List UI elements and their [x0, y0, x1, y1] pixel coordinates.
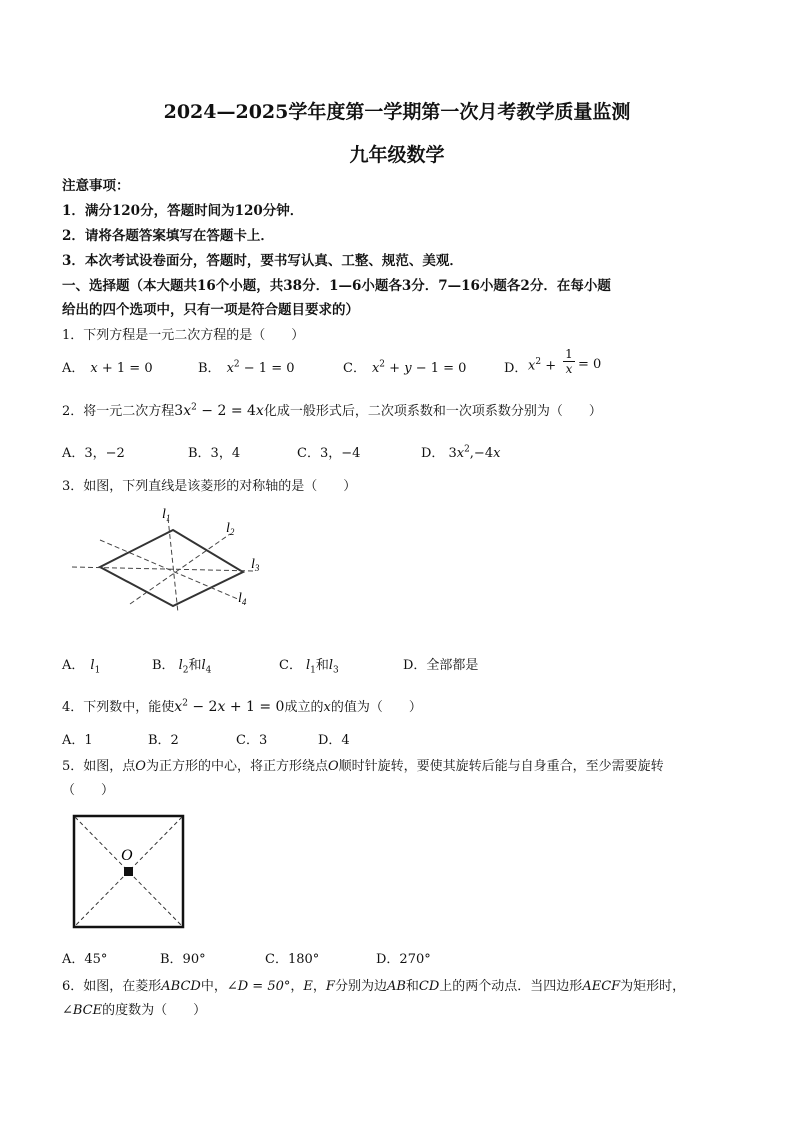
q2-equation: $3x^2 - 2 = 4x$ — [174, 402, 264, 419]
q1-d-formula-left: $x^2$ + — [528, 357, 557, 374]
q2-option-b[interactable]: B．3，4 — [188, 446, 241, 461]
exam-title: 2024—2025学年度第一学期第一次月考教学质量监测 — [163, 101, 631, 123]
q5-option-b[interactable]: B．90° — [160, 952, 206, 967]
exam-subtitle: 九年级数学 — [349, 144, 445, 166]
q3-a-value: $l_1$ — [90, 658, 101, 676]
q4-option-c[interactable]: C．3 — [236, 733, 268, 748]
notes-heading: 注意事项： — [62, 178, 130, 194]
q1-c-formula: $x^2 + y - 1 = 0$ — [371, 359, 467, 376]
q5-stem: 5．如图，点O为正方形的中心，将正方形绕点O顺时针旋转，要使其旋转后能与自身重合，至少需要旋转 — [62, 759, 664, 774]
q3-stem: 3．如图，下列直线是该菱形的对称轴的是（ ） — [62, 479, 357, 494]
q1-a-formula: x + 1 = 0 — [90, 361, 153, 376]
q3-b-label: B． — [152, 658, 175, 673]
q1-stem: 1．下列方程是一元二次方程的是（ ） — [62, 328, 305, 343]
label-o: O — [121, 847, 133, 864]
note-item-1: 1．满分120分，答题时间为120分钟． — [62, 203, 304, 219]
q5-option-d[interactable]: D．270° — [376, 952, 431, 967]
q1-d-label: D． — [504, 361, 528, 376]
q1-d-formula-right: = 0 — [578, 357, 602, 372]
q3-option-b[interactable] — [152, 654, 211, 676]
label-l2: $l_2$ — [226, 521, 235, 537]
q6-stem-line1: 6．如图，在菱形ABCD中，∠D = 50°，E，F分别为边AB和CD上的两个动点．当四边形AECF为矩形时， — [62, 979, 686, 994]
q1-a-label: A． — [62, 361, 85, 376]
q4-stem: 4．下列数中，能使$x^2 - 2x + 1 = 0$成立的x的值为（ ） — [62, 698, 422, 715]
q5-option-a[interactable]: A．45° — [62, 952, 108, 967]
label-l3: $l_3$ — [251, 557, 260, 573]
line-l3 — [72, 567, 255, 571]
q4-option-d[interactable]: D．4 — [318, 733, 350, 748]
q1-option-a[interactable] — [62, 357, 153, 376]
section-heading-line2: 给出的四个选项中，只有一项是符合题目要求的） — [62, 302, 359, 318]
q2-option-a[interactable]: A．3，−2 — [62, 446, 125, 461]
q1-option-d[interactable] — [504, 347, 602, 376]
center-point — [124, 867, 133, 876]
q1-option-b[interactable] — [198, 357, 295, 376]
q2-d-label: D． — [421, 446, 445, 461]
square-figure — [70, 812, 188, 932]
q5-option-c[interactable]: C．180° — [265, 952, 320, 967]
q1-b-label: B． — [198, 361, 221, 376]
q1-option-c[interactable] — [343, 357, 466, 376]
label-l4: $l_4$ — [238, 591, 247, 607]
q3-option-a[interactable] — [62, 654, 100, 676]
q4-option-b[interactable]: B．2 — [148, 733, 179, 748]
q2-option-c[interactable]: C．3，−4 — [297, 446, 361, 461]
q2-stem-pre: 2．将一元二次方程 — [62, 404, 175, 419]
q3-c-value: $l_1$和$l_3$ — [305, 658, 339, 676]
q4-option-a[interactable]: A．1 — [62, 733, 93, 748]
rhombus-figure — [70, 500, 270, 615]
q3-option-d[interactable]: D．全部都是 — [403, 658, 479, 673]
q3-b-value: $l_2$和$l_4$ — [178, 658, 212, 676]
q6-stem-line2: ∠BCE的度数为（ ） — [62, 1003, 207, 1018]
q2-stem-post: 化成一般形式后，二次项系数和一次项系数分别为（ ） — [263, 404, 602, 419]
q2-option-d[interactable] — [421, 442, 500, 461]
label-l1: $l_1$ — [162, 507, 171, 523]
note-item-2: 2．请将各题答案填写在答题卡上． — [62, 228, 274, 244]
q1-c-label: C． — [343, 361, 366, 376]
q5-paren: （ ） — [62, 783, 115, 798]
q4-equation: $x^2 - 2x + 1 = 0$ — [174, 698, 285, 715]
section-heading-line1: 一、选择题（本大题共16个小题，共38分．1—6小题各3分．7—16小题各2分．在每小题 — [62, 278, 611, 294]
q1-d-fraction: 1 x — [563, 347, 575, 376]
note-item-3: 3．本次考试设卷面分，答题时，要书写认真、工整、规范、美观． — [62, 253, 463, 269]
q3-c-label: C． — [279, 658, 302, 673]
q3-a-label: A． — [62, 658, 85, 673]
q3-option-c[interactable] — [279, 654, 339, 676]
q2-d-formula: $3x^2,-4x$ — [448, 444, 501, 461]
q1-b-formula: $x^2 - 1 = 0$ — [226, 359, 295, 376]
q2-stem — [62, 400, 602, 419]
